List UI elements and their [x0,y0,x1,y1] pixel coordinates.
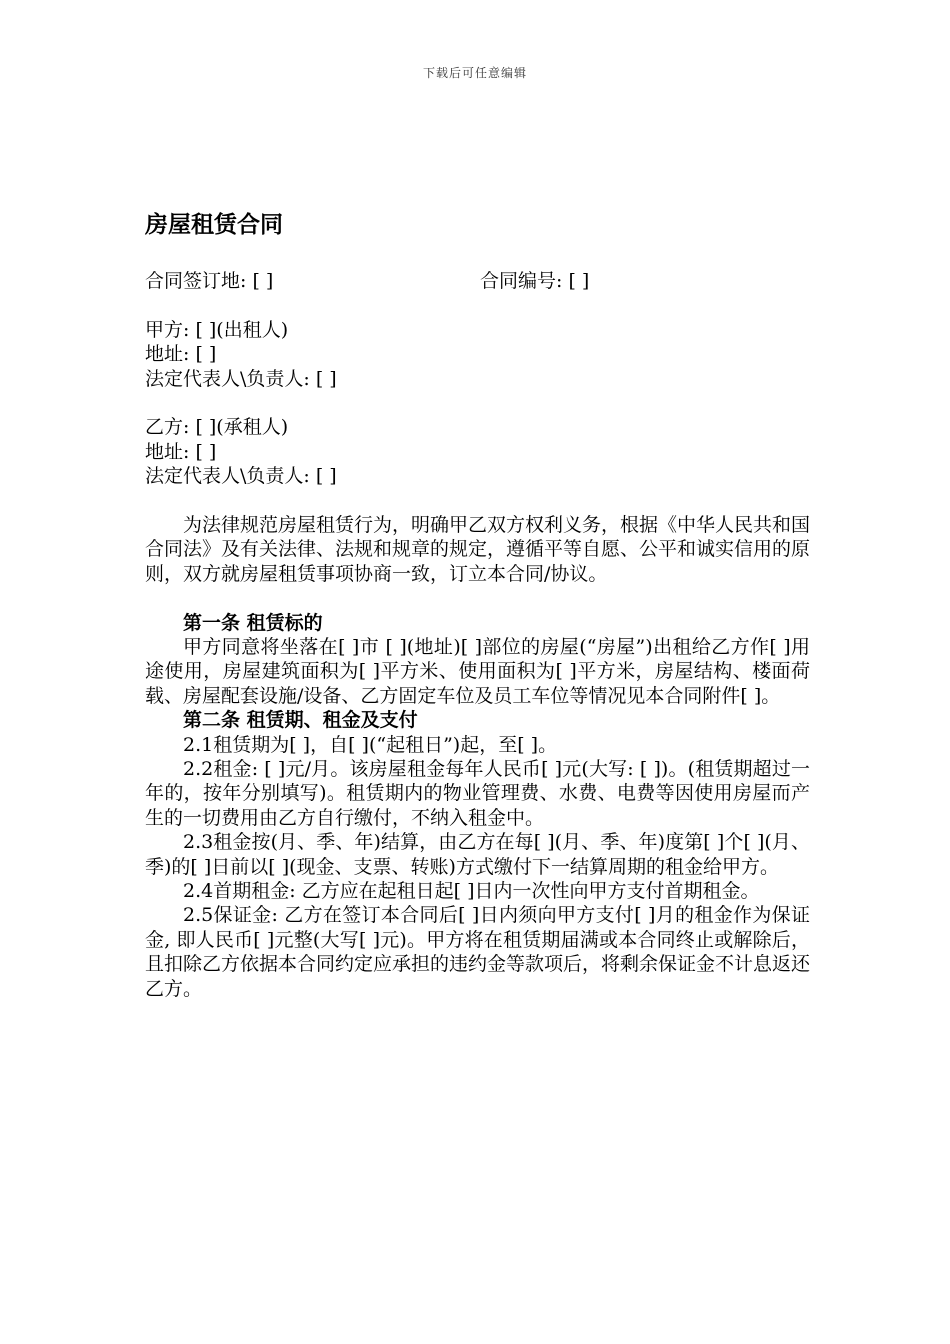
spacer [145,245,810,269]
spacer [145,293,810,317]
article-2-heading: 第二条 租赁期、租金及支付 [183,709,418,732]
article-1-heading: 第一条 租赁标的 [183,611,323,634]
party-b-address: 地址: [ ] [145,440,217,463]
party-a-representative: 法定代表人\负责人: [ ] [145,367,337,390]
spacer [145,391,810,415]
article-2-clause-2-1: 2.1租赁期为[ ]，自[ ](“起租日”)起，至[ ]。 [183,733,558,756]
party-b-representative: 法定代表人\负责人: [ ] [145,465,337,488]
preamble-paragraph: 为法律规范房屋租赁行为，明确甲乙双方权利义务，根据《中华人民共和国合同法》及有关法律、法规和规章的规定，遵循平等自愿、公平和诚实信用的原则，双方就房屋租赁事项协商一致，订立本合同/协议。 [145,513,811,585]
spacer [145,489,810,513]
article-2-clause-2-3: 2.3租金按(月、季、年)结算，由乙方在每[ ](月、季、年)度第[ ]个[ ](月、季)的[ ]日前以[ ](现金、支票、转账)方式缴付下一结算周期的租金给甲方。 [145,831,810,878]
document-body [145,205,810,1001]
article-2-clause-2-5: 2.5保证金: 乙方在签订本合同后[ ]日内须向甲方支付[ ]月的租金作为保证金, 即人民币[ ]元整(大写[ ]元)。甲方将在租赁期届满或本合同终止或解除后，且扣除乙方依据本合同约定应承担的违约金等款项后，将剩余保证金不计息返还乙方。 [145,904,811,1000]
article-2-clause-2-4: 2.4首期租金: 乙方应在起租日起[ ]日内一次性向甲方支付首期租金。 [183,879,760,902]
document-title: 房屋租赁合同 [145,211,283,238]
party-a-name: 甲方: [ ](出租人) [145,318,289,341]
party-b-name: 乙方: [ ](承租人) [145,416,289,439]
party-a-address: 地址: [ ] [145,343,217,366]
article-2-clause-2-2: 2.2租金: [ ]元/月。该房屋租金每年人民币[ ]元(大写: [ ])。(租赁期超过一年的，按年分别填写)。租赁期内的物业管理费、水费、电费等因使用房屋而产生的一切费用由乙方自行缴付，不纳入租金中。 [145,757,810,829]
article-1-body: 甲方同意将坐落在[ ]市 [ ](地址)[ ]部位的房屋(“房屋”)出租给乙方作[ ]用途使用，房屋建筑面积为[ ]平方米、使用面积为[ ]平方米，房屋结构、楼面荷载、房屋配套设施/设备、乙方固定车位及员工车位等情况见本合同附件[ ]。 [145,635,810,707]
page-header: 下载后可任意编辑 [422,66,527,80]
spacer [145,586,810,610]
sign-place-field: 合同签订地: [ ] [145,270,274,292]
contract-number-field: 合同编号: [ ] [480,270,590,292]
contract-meta-row [145,269,810,293]
